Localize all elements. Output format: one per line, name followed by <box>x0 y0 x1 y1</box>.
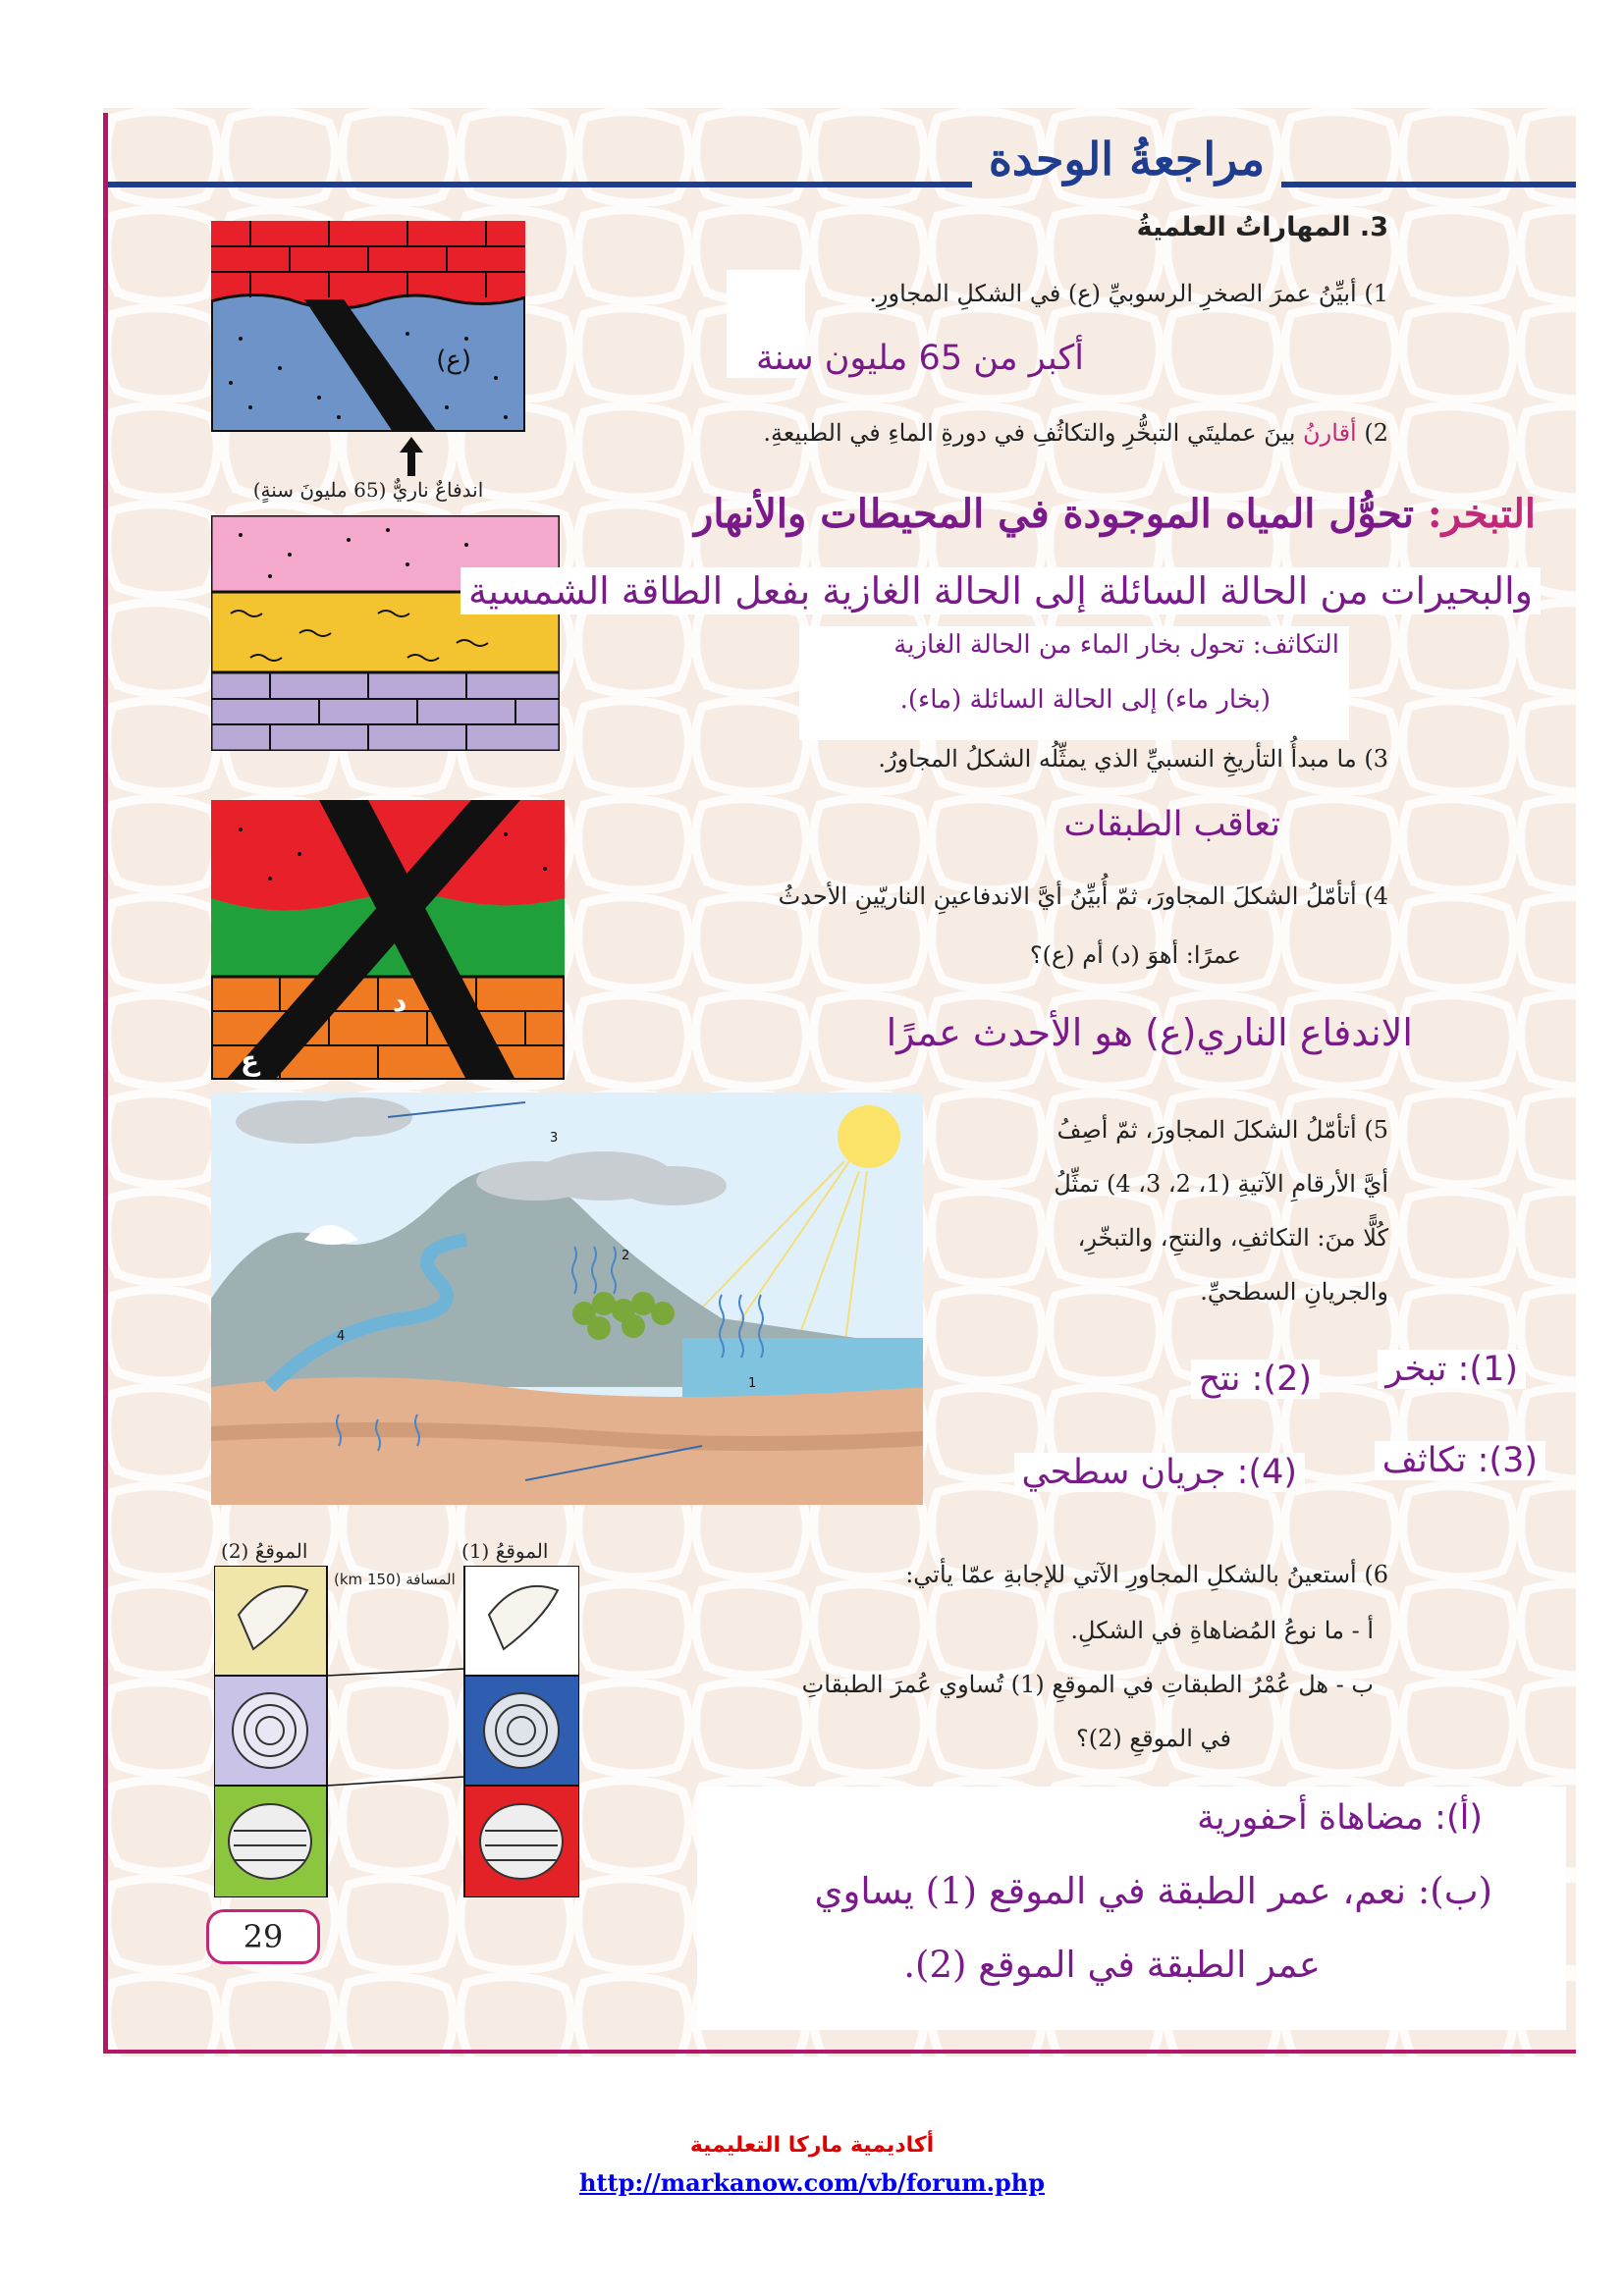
evaporation-answer-line1 <box>694 491 1536 537</box>
answer-4: الاندفاع الناري(ع) هو الأحدث عمرًا <box>886 1011 1413 1054</box>
rock-label-a: (ع) <box>436 346 471 375</box>
figure-rock-layers-2 <box>211 515 560 751</box>
question-6-line-1: 6) أستعينُ بالشكلِ المجاورِ الآتي للإجابةِ عمّا يأتي: <box>905 1561 1388 1588</box>
title-rule-right <box>1281 182 1576 187</box>
cycle-num-2: 2 <box>622 1249 630 1263</box>
question-5-line-1: 5) أتأمّلُ الشكلَ المجاورَ، ثمّ أصِفُ <box>1056 1116 1388 1144</box>
cycle-num-4: 4 <box>337 1329 346 1344</box>
distance-label: المسافة (150 km) <box>334 1571 456 1588</box>
title-rule-left <box>108 182 972 187</box>
bottom-margin-line <box>103 2050 1576 2054</box>
condensation-line-2: (بخار ماء) إلى الحالة السائلة (ماء). <box>899 685 1271 715</box>
q2-lead: أقارنُ <box>1303 419 1357 447</box>
figure-fossil-correlation <box>214 1566 579 1897</box>
evaporation-answer-line2: والبحيرات من الحالة السائلة إلى الحالة الغازية بفعل الطاقة الشمسية <box>460 567 1541 614</box>
question-1: 1) أبيِّنُ عمرَ الصخرِ الرسوبيِّ (ع) في الشكلِ المجاورِ. <box>869 280 1388 307</box>
answer-5-3: (3): تكاثف <box>1375 1441 1545 1480</box>
answer-6-a: (أ): مضاهاة أحفورية <box>1197 1798 1483 1838</box>
q2-prefix: 2) <box>1356 419 1388 447</box>
answer-6-b-line-1: (ب): نعم، عمر الطبقة في الموقع (1) يساوي <box>814 1870 1492 1912</box>
answer-5-4: (4): جريان سطحي <box>1014 1453 1306 1492</box>
condensation-line-1: التكاثف: تحول بخار الماء من الحالة الغازية <box>893 630 1339 660</box>
question-6-line-2: أ - ما نوعُ المُضاهاةِ في الشكلِ. <box>1070 1617 1374 1644</box>
question-5-line-4: والجريانِ السطحيِّ. <box>1200 1278 1388 1306</box>
answer-1: أكبر من 65 مليون سنة <box>755 339 1084 378</box>
question-5-line-3: كُلًّا منَ: التكاثفِ، والنتحِ، والتبخّرِ، <box>1077 1224 1388 1252</box>
figure-1-caption: اندفاعٌ ناريٌّ (65 مليونَ سنةٍ) <box>252 478 484 502</box>
question-6-line-4: في الموقعِ (2)؟ <box>1076 1725 1231 1752</box>
rock-label-d: د <box>393 986 407 1018</box>
site-2-label: الموقعُ (2) <box>221 1539 308 1563</box>
answer-6-box <box>697 1787 1566 2030</box>
question-2 <box>763 417 1388 451</box>
question-4-line-2: عمرًا: أهوَ (د) أم (ع)؟ <box>1029 941 1241 969</box>
site-1-label: الموقعُ (1) <box>461 1539 549 1563</box>
unit-title: مراجعةُ الوحدة <box>988 133 1266 186</box>
answer-5-1: (1): تبخر <box>1378 1350 1526 1389</box>
question-6-line-3: ب - هل عُمْرُ الطبقاتِ في الموقعِ (1) تُساوي عُمرَ الطبقاتِ <box>801 1671 1374 1698</box>
question-3: 3) ما مبدأُ التأريخِ النسبيِّ الذي يمثِّلُه الشكلُ المجاورُ. <box>878 745 1388 773</box>
evaporation-label: التبخر: <box>1427 491 1536 537</box>
arrow-up-icon <box>400 437 423 476</box>
left-margin-line <box>103 113 108 2052</box>
answer-3: تعاقب الطبقات <box>1063 805 1280 844</box>
cycle-num-3: 3 <box>550 1131 559 1146</box>
rock-label-a2: ع <box>241 1044 260 1077</box>
section-title: 3. المهاراتُ العلميةُ <box>1136 212 1388 242</box>
footer-org: أكاديمية ماركا التعليمية <box>689 2133 935 2158</box>
figure-rock-layers-3 <box>211 800 565 1080</box>
figure-rock-layers-1 <box>211 221 525 432</box>
question-4-line-1: 4) أتأمّلُ الشكلَ المجاورَ، ثمّ أُبيِّنُ أيَّ الاندفاعينِ الناريّينِ الأحدثُ <box>778 882 1388 910</box>
answer-5-2: (2): نتح <box>1191 1360 1320 1399</box>
condensation-answer <box>799 626 1349 740</box>
page-number: 29 <box>206 1909 320 1964</box>
evaporation-text-1: تحوُّل المياه الموجودة في المحيطات والأنهار <box>694 491 1414 537</box>
footer-link[interactable]: http://markanow.com/vb/forum.php <box>578 2168 1046 2197</box>
q2-text: بينَ عمليتَي التبخُّرِ والتكاثُفِ في دورةِ الماءِ في الطبيعةِ. <box>763 419 1304 447</box>
answer-6-b-line-2: عمر الطبقة في الموقع (2). <box>903 1944 1321 1986</box>
question-5-line-2: أيَّ الأرقامِ الآتيةِ (1، 2، 3، 4) تمثِّلُ <box>1054 1170 1388 1198</box>
figure-water-cycle <box>211 1093 923 1505</box>
cycle-num-1: 1 <box>748 1376 757 1391</box>
